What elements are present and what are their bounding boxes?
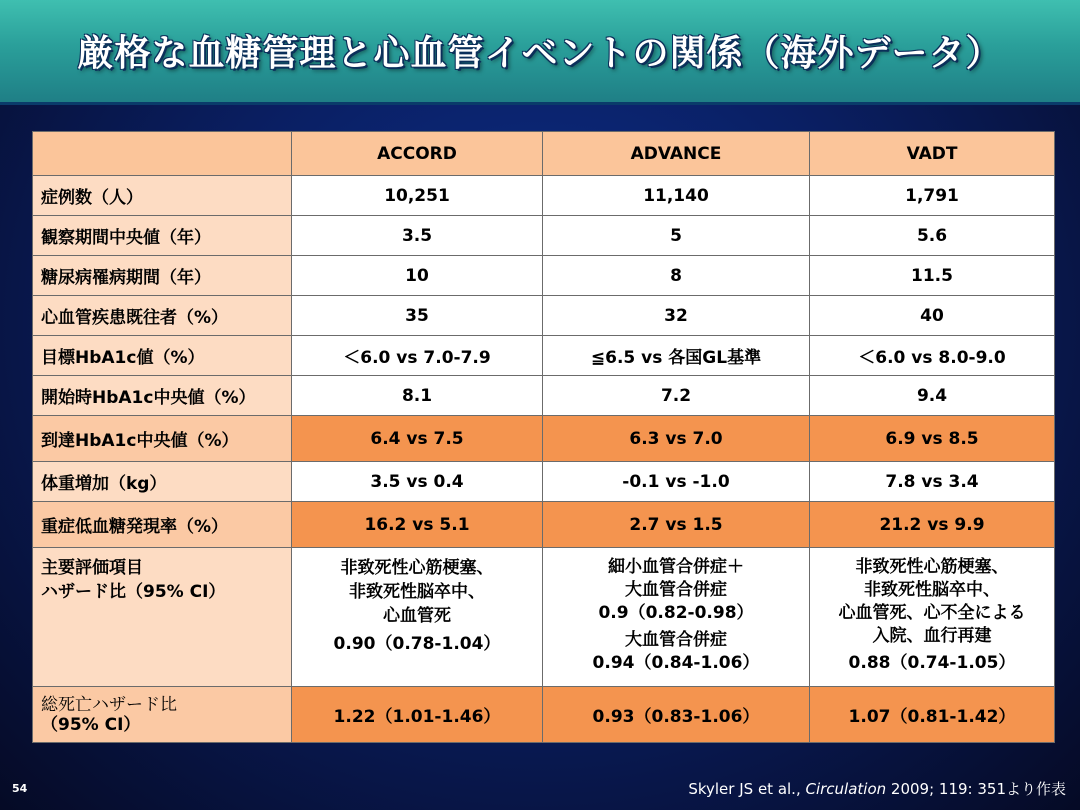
corner-cell (33, 132, 292, 176)
table-row (33, 216, 1055, 256)
cell-accord: 10,251 (292, 176, 543, 216)
row-label: 開始時HbA1c中央値（%） (33, 376, 292, 416)
cell-line: 細小血管合併症＋ (608, 557, 744, 577)
cell-accord: 10 (292, 256, 543, 296)
cell-vadt: 1,791 (810, 176, 1055, 216)
cell-accord (292, 548, 543, 687)
cell-advance: 0.93（0.83-1.06） (543, 687, 810, 743)
table-row (33, 176, 1055, 216)
table-row (33, 256, 1055, 296)
hazard-ratio: 0.9（0.82-0.98） (598, 603, 754, 623)
cell-vadt: 11.5 (810, 256, 1055, 296)
cell-advance: 2.7 vs 1.5 (543, 502, 810, 548)
cell-advance: 32 (543, 296, 810, 336)
slide-number: 54 (12, 782, 28, 795)
row-label: 体重増加（kg） (33, 462, 292, 502)
citation (688, 778, 1066, 799)
table-row (33, 336, 1055, 376)
citation-journal: Circulation (805, 780, 887, 798)
table-row (33, 376, 1055, 416)
cell-advance: 8 (543, 256, 810, 296)
table-row-highlight (33, 416, 1055, 462)
cell-accord: ＜6.0 vs 7.0-7.9 (292, 336, 543, 376)
cell-line: 心血管死 (383, 606, 451, 626)
cell-advance: 11,140 (543, 176, 810, 216)
table-row (33, 462, 1055, 502)
cell-line: 大血管合併症 (625, 630, 727, 650)
hazard-ratio: 0.90（0.78-1.04） (333, 634, 501, 654)
primary-endpoint-row (33, 548, 1055, 687)
cell-advance: 7.2 (543, 376, 810, 416)
cell-advance: ≦6.5 vs 各国GL基準 (543, 336, 810, 376)
cell-vadt (810, 548, 1055, 687)
cell-accord: 3.5 (292, 216, 543, 256)
col-header-advance: ADVANCE (543, 132, 810, 176)
cell-line: 非致死性心筋梗塞、 (340, 558, 494, 578)
label-line: 総死亡ハザード比 (41, 694, 177, 715)
cell-vadt: 40 (810, 296, 1055, 336)
row-label: 目標HbA1c値（%） (33, 336, 292, 376)
row-label: 心血管疾患既往者（%） (33, 296, 292, 336)
cell-accord: 6.4 vs 7.5 (292, 416, 543, 462)
cell-advance: -0.1 vs -1.0 (543, 462, 810, 502)
row-label: 重症低血糖発現率（%） (33, 502, 292, 548)
slide-title: 厳格な血糖管理と心血管イベントの関係（海外データ） (77, 32, 1003, 74)
col-header-vadt: VADT (810, 132, 1055, 176)
row-label: 観察期間中央値（年） (33, 216, 292, 256)
cell-vadt: ＜6.0 vs 8.0-9.0 (810, 336, 1055, 376)
primary-endpoint-label (33, 548, 292, 687)
cell-line: 心血管死、心不全による (838, 603, 1026, 623)
cell-vadt: 7.8 vs 3.4 (810, 462, 1055, 502)
table-row-highlight (33, 502, 1055, 548)
row-label: 到達HbA1c中央値（%） (33, 416, 292, 462)
cell-line: 非致死性心筋梗塞、 (855, 557, 1009, 577)
cell-accord: 1.22（1.01-1.46） (292, 687, 543, 743)
citation-rest: 2009; 119: 351より作表 (886, 780, 1066, 798)
cell-advance: 5 (543, 216, 810, 256)
citation-authors: Skyler JS et al., (688, 780, 806, 798)
cell-advance (543, 548, 810, 687)
cell-vadt: 21.2 vs 9.9 (810, 502, 1055, 548)
row-label: 症例数（人） (33, 176, 292, 216)
cell-accord: 16.2 vs 5.1 (292, 502, 543, 548)
label-line: 主要評価項目 (41, 558, 143, 578)
cell-vadt: 9.4 (810, 376, 1055, 416)
cell-line: 入院、血行再建 (872, 626, 992, 646)
comparison-table (32, 131, 1055, 743)
col-header-accord: ACCORD (292, 132, 543, 176)
mortality-label (33, 687, 292, 743)
cell-vadt: 6.9 vs 8.5 (810, 416, 1055, 462)
label-line: ハザード比（95% CI） (41, 582, 226, 602)
hazard-ratio: 0.88（0.74-1.05） (848, 653, 1016, 673)
header-row (33, 132, 1055, 176)
cell-accord: 3.5 vs 0.4 (292, 462, 543, 502)
cell-vadt: 1.07（0.81-1.42） (810, 687, 1055, 743)
cell-line: 非致死性脳卒中、 (349, 582, 485, 602)
row-label: 糖尿病罹病期間（年） (33, 256, 292, 296)
hazard-ratio: 0.94（0.84-1.06） (592, 653, 760, 673)
cell-accord: 35 (292, 296, 543, 336)
cell-advance: 6.3 vs 7.0 (543, 416, 810, 462)
cell-vadt: 5.6 (810, 216, 1055, 256)
cell-line: 大血管合併症 (625, 580, 727, 600)
table-row (33, 296, 1055, 336)
cell-accord: 8.1 (292, 376, 543, 416)
label-line: （95% CI） (41, 714, 141, 735)
mortality-row (33, 687, 1055, 743)
cell-line: 非致死性脳卒中、 (864, 580, 1000, 600)
